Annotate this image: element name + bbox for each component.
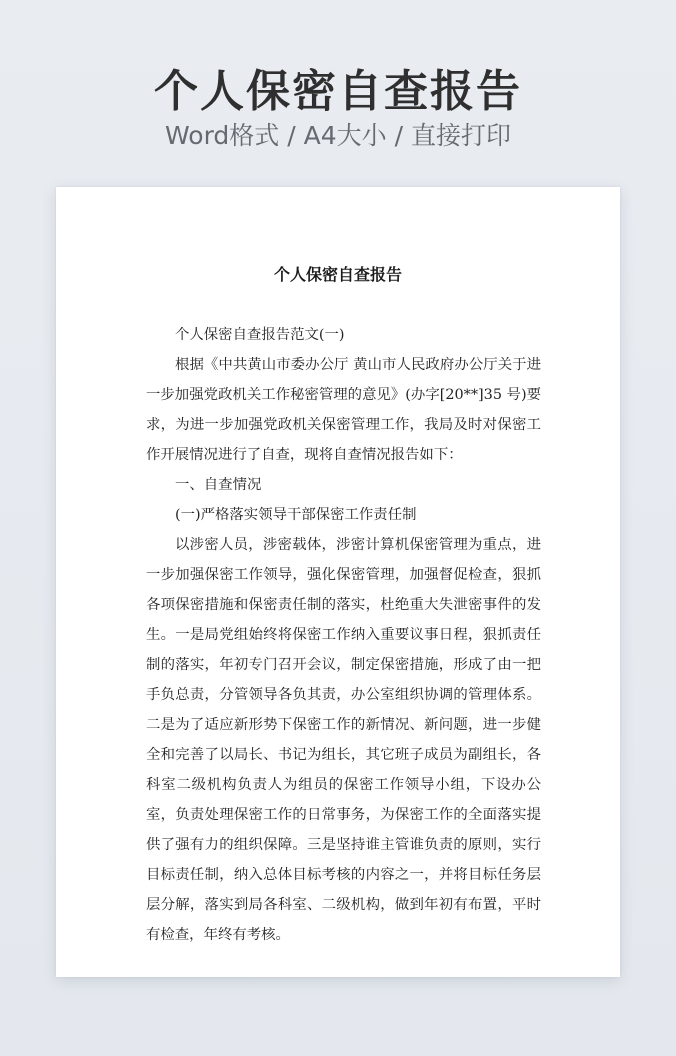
banner-subtitle: Word格式 / A4大小 / 直接打印 [165, 121, 511, 150]
banner-title: 个人保密自查报告 [154, 66, 522, 117]
paragraph-basis: 根据《中共黄山市委办公厅 黄山市人民政府办公厅关于进一步加强党政机关工作秘密管理的意见》(办字[20**]35 号)要求，为进一步加强党政机关保密管理工作，我局及时对保密工作开展情况进行了自查，现将自查情况报告如下： [146, 357, 541, 463]
paragraph-intro: 个人保密自查报告范文(一) [175, 327, 345, 343]
document-page [56, 187, 620, 977]
document-title: 个人保密自查报告 [273, 265, 402, 284]
paragraph-details: 以涉密人员，涉密载体，涉密计算机保密管理为重点，进一步加强保密工作领导，强化保密管理，加强督促检查，狠抓各项保密措施和保密责任制的落实，杜绝重大失泄密事件的发生。一是局党组始终将保密工作纳入重要议事日程，狠抓责任制的落实，年初专门召开会议，制定保密措施，形成了由一把手负总责，分管领导各负其责，办公室组织协调的管理体系。二是为了适应新形势下保密工作的新情况、新问题，进一步健全和完善了以局长、书记为组长，其它班子成员为副组长，各科室二级机构负责人为组员的保密工作领导小组，下设办公室，负责处理保密工作的日常事务，为保密工作的全面落实提供了强有力的组织保障。三是坚持谁主管谁负责的原则，实行目标责任制，纳入总体目标考核的内容之一，并将目标任务层层分解，落实到局各科室、二级机构，做到年初有布置，平时有检查，年终有考核。 [146, 537, 541, 943]
document-body [146, 320, 541, 950]
heading-subsection-1: (一)严格落实领导干部保密工作责任制 [175, 507, 417, 523]
heading-section-1: 一、自查情况 [175, 477, 262, 493]
